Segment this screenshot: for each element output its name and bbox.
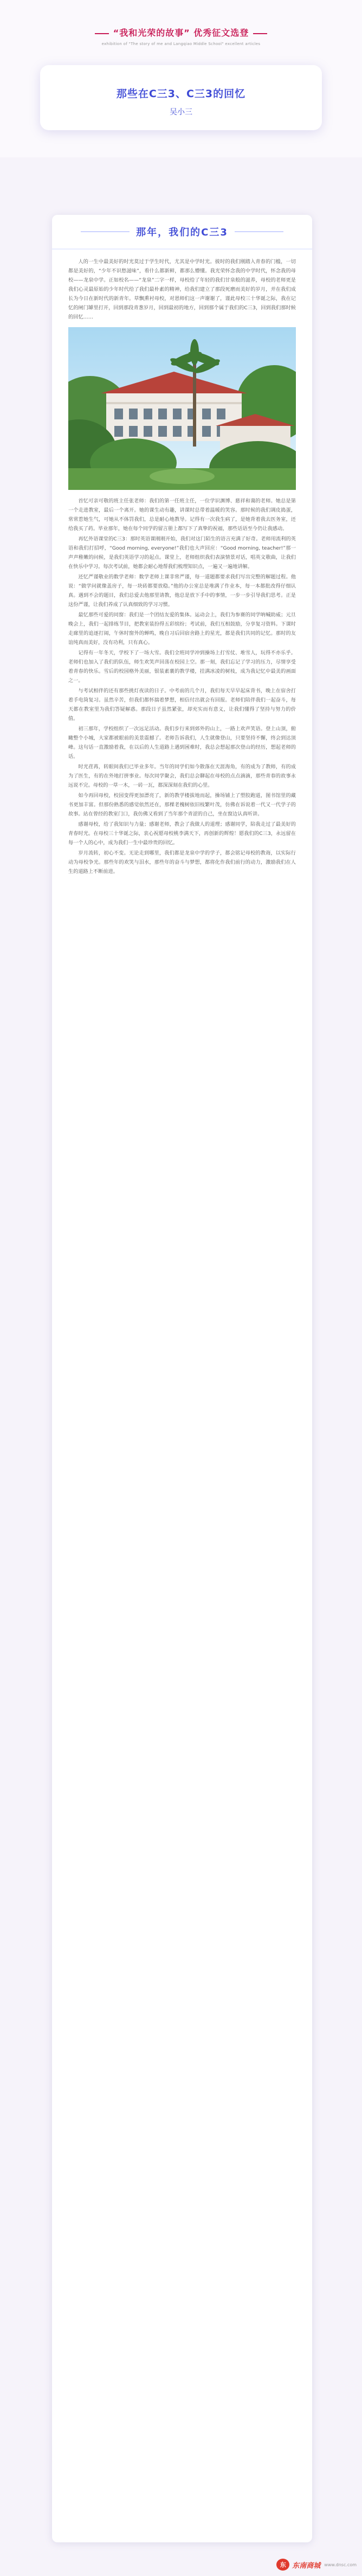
paragraph-intro: 人的一生中最美好的时光莫过于学生时代，尤其是中学时光。彼时的我们刚踏入青春的门槛，一切都是美好的，“少年不识愁滋味”，看什么都新鲜，都那么懵懂。我光荣怀念我的中学时代，怀念我的母校——龙泉中学。正如校名——“龙泉”二字一样，母校给了年轻的我们甘泉般的滋养，母校的老师更是我们心灵最原始的少年时代给了我们最朴素的精神，给我们建立了那段死磨而美好的岁月，并在我们成长为今日在新时代的新青年。草飘熏衬母校，对恩师们这一声谢谢了，谨此母校三十华诞之际，我在记忆的闸门罅里打开，回到那段青葱岁月，回到最初的地方，回到那个属于我们的C三3，回到我们那时候的回忆…… (68, 259, 296, 320)
series-subtitle: exhibition of "The story of me and Langqiao Middle School" excellent articles (101, 42, 261, 46)
campus-photo (68, 327, 296, 490)
paragraph: 最忆那些可爱的同窗：我们是一个团结友爱的集体。运动会上，我们为参赛的同学呐喊助威；元旦晚会上，我们一起排练节目，把教室装扮得五彩缤纷；考试前，我们互相鼓励，分享复习资料。下课时走廊里的追逐打闹，午休时窗外的蝉鸣，晚自习后回宿舍路上的星光，都是我们共同的记忆。那时的友谊纯真而美好，没有功利，只有真心。 (68, 612, 296, 646)
article-title: 那些在C三3、C三3的回忆 (116, 88, 246, 100)
watermark-text: 东南商城 (292, 2561, 321, 2570)
article-body (52, 250, 312, 876)
header (0, 0, 362, 157)
paragraph: 与考试相伴的还有那些挑灯夜读的日子。中考前的几个月，我们每天早早起床背书，晚上在宿舍打着手电筒复习。虽然辛苦，但我们都怀揣着梦想，相信付出就会有回报。老师们陪伴我们一起奋斗，每天都在教室里为我们答疑解惑。那段日子虽然紧张，却充实而有意义，让我们懂得了坚持与努力的价值。 (68, 688, 296, 722)
paragraph: 如今再回母校，校园变得更加漂亮了，新的教学楼拔地而起，操场铺上了塑胶跑道，图书馆里的藏书更加丰富。但那份熟悉的感觉依然还在，那棵老槐树依旧枝繁叶茂，仿佛在诉说着一代又一代学子的故事。站在曾经的教室门口，我仿佛又看到了当年那个青涩的自己，坐在窗边认真听讲。 (68, 793, 296, 817)
heading-line-left (81, 231, 130, 232)
paragraph: 感谢母校，给了我知识与力量；感谢老师，教会了我做人的道理；感谢同学，陪我走过了最美好的青春时光。在母校三十华诞之际，衷心祝愿母校桃李满天下，再创新的辉煌！愿我们的C三3，永远留在每一个人的心中，成为我们一生中最珍贵的回忆。 (68, 821, 296, 846)
campus-photo-illustration (68, 327, 296, 490)
series-title (0, 26, 362, 39)
section-heading-text: 那年，我们的C三3 (136, 227, 228, 238)
article-author: 吴小三 (170, 108, 192, 117)
series-banner (0, 0, 362, 46)
section-heading (52, 215, 312, 250)
paragraph: 还忆严谨敬业的数学老师：数学老师上课非常严谨，每一道题都要求我们写出完整的解题过程。他说：“做学问就像盖房子，每一块砖都要放稳。”他的办公室总是堆满了作业本，每一本都批改得仔细认真。遇到不会的题目，我们总爱去他那里请教，他总是放下手中的事情，一步一步引导我们思考。正是这份严谨，让我们养成了认真细致的学习习惯。 (68, 574, 296, 608)
watermark-logo-icon: 东 (276, 2559, 289, 2571)
paragraph: 首忆可亲可敬的班主任张老师：我们的第一任班主任，一位学识渊博、慈祥和蔼的老师。她总是第一个走进教室，最后一个离开。她的课生动有趣，讲课时总带着温暖的笑容。那时候的我们调皮捣蛋，常常惹她生气，可她从不体罚我们，总是耐心地教导。记得有一次我生病了，是她背着我去医务室，还给我买了药。毕业那年，她在每个同学的留言册上都写下了真挚的祝福，那些话语至今仍让我感动。 (68, 498, 296, 532)
paragraph: 初三那年，学校组织了一次远足活动。我们步行来到郊外的山上，一路上欢声笑语。登上山顶，俯瞰整个小城，大家都被眼前的美景震撼了。老师告诉我们，人生就像登山，只要坚持不懈，终会到达顶峰。这句话一直激励着我，在以后的人生道路上遇到困难时，我总会想起那次登山的经历，想起老师的话。 (68, 726, 296, 760)
paragraph: 时光荏苒，转眼间我们已毕业多年。当年的同学们如今散落在天涯海角，有的成为了教师，有的成为了医生，有的在外地打拼事业。每次同学聚会，我们总会聊起在母校的点点滴滴，那些青春的故事永远说不完。母校的一草一木，一砖一瓦，都深深刻在我们的心里。 (68, 764, 296, 788)
watermark-url: www.dnsc.com (324, 2562, 357, 2567)
paragraph: 再忆外语课堂的C三3：那时英语课刚刚开始，我们对这门陌生的语言充满了好奇。老师用流利的英语和我们打招呼，“Good morning, everyone!”我们也大声回应：“Good morning, teacher!”那一声声稚嫩的问候，是我们英语学习的起点。课堂上，老师组织我们表演情景对话，唱英文歌曲，让我们在快乐中学习。每次考试前，她都会耐心地帮我们梳理知识点，一遍又一遍地讲解。 (68, 536, 296, 570)
series-title-text: “我和光荣的故事” 优秀征文选登 (113, 28, 249, 38)
title-card (40, 65, 322, 130)
content-card (52, 215, 312, 2542)
site-watermark (276, 2558, 357, 2572)
paragraph: 记得有一年冬天，学校下了一场大雪。我们全班同学冲到操场上打雪仗、堆雪人，玩得不亦乐乎。老师们也加入了我们的队伍，师生欢笑声回荡在校园上空。那一刻，我们忘记了学习的压力，尽情享受着青春的快乐。雪后的校园格外美丽，银装素裹的教学楼，挂满冰凌的树枝，成为我记忆中最美的画面之一。 (68, 650, 296, 684)
series-dash-right (253, 33, 267, 34)
heading-line-right (235, 231, 283, 232)
series-dash-left (95, 33, 109, 34)
paragraph: 岁月流转，初心不变。无论走到哪里，我们都是龙泉中学的学子，都会铭记母校的教诲，以实际行动为母校争光。那些年的欢笑与泪水，那些年的奋斗与梦想，都将化作我们前行的动力，激励我们在人生的道路上不断前进。 (68, 850, 296, 875)
